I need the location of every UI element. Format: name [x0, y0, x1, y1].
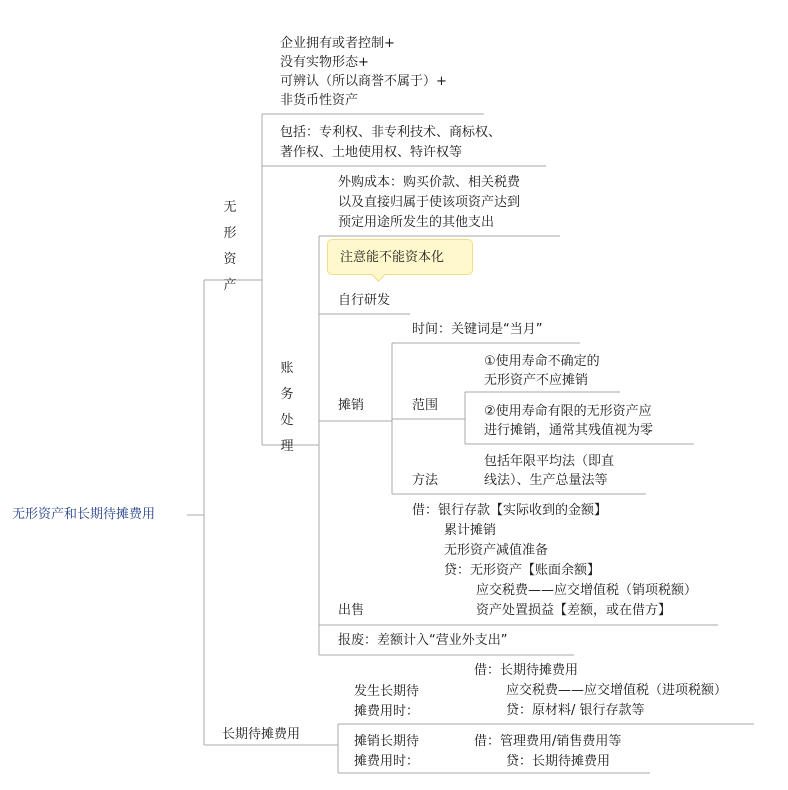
definition-line-4: 非货币性资产 [280, 93, 359, 108]
scope-1-line-1: ①使用寿命不确定的 [484, 354, 600, 369]
definition-line-3: 可辨认（所以商誉不属于）+ [280, 74, 447, 89]
amort-entry-2: 贷：长期待摊费用 [506, 754, 611, 769]
scope-1-line-2: 无形资产不应摊销 [484, 373, 589, 388]
sale-entry-2: 累计摊销 [444, 523, 497, 538]
sale-entry-6: 资产处置损益【差额，或在借方】 [476, 603, 672, 618]
includes-line-1: 包括：专利权、非专利技术、商标权、 [280, 125, 502, 140]
sale-entry-4: 贷：无形资产【账面余额】 [444, 563, 601, 578]
prepaid-expenses-node[interactable]: 长期待摊费用 [222, 727, 301, 742]
capitalization-note [327, 239, 473, 275]
occur-entry-1: 借：长期待摊费用 [474, 663, 579, 678]
purchase-cost-line-3: 预定用途所发生的其他支出 [338, 215, 495, 230]
accounting-node[interactable]: 账务处理 [280, 361, 294, 454]
amort-label-line-1: 摊销长期待 [354, 734, 420, 749]
scrap-node[interactable]: 报废：差额计入“营业外支出” [338, 633, 508, 648]
purchase-cost-line-1: 外购成本：购买价款、相关税费 [338, 175, 521, 190]
sale-node[interactable]: 出售 [338, 603, 365, 618]
method-node[interactable]: 方法 [412, 473, 439, 488]
purchase-cost-line-2: 以及直接归属于使该项资产达到 [338, 195, 521, 210]
amortization-time: 时间：关键词是“当月” [412, 322, 543, 337]
amortization-node[interactable]: 摊销 [338, 398, 365, 413]
root-node[interactable]: 无形资产和长期待摊费用 [12, 507, 156, 522]
scope-2-line-2: 进行摊销，通常其残值视为零 [484, 423, 654, 438]
capitalization-note-text: 注意能不能资本化 [340, 250, 445, 265]
method-line-2: 线法）、生产总量法等 [484, 473, 608, 488]
self-development-node[interactable]: 自行研发 [338, 293, 391, 308]
occur-entry-2: 应交税费——应交增值税（进项税额） [506, 683, 728, 698]
scope-2-line-1: ②使用寿命有限的无形资产应 [484, 404, 652, 419]
definition-line-2: 没有实物形态+ [280, 55, 369, 70]
amort-label-line-2: 摊费用时： [354, 754, 420, 769]
intangible-assets-node[interactable]: 无形资产 [223, 200, 237, 293]
scope-node[interactable]: 范围 [412, 398, 439, 413]
definition-line-1: 企业拥有或者控制+ [280, 36, 395, 51]
occur-label-line-1: 发生长期待 [354, 684, 420, 699]
method-line-1: 包括年限平均法（即直 [484, 454, 615, 469]
includes-line-2: 著作权、土地使用权、特许权等 [280, 145, 463, 160]
sale-entry-1: 借：银行存款【实际收到的金额】 [412, 503, 608, 518]
amort-entry-1: 借：管理费用/销售费用等 [474, 734, 622, 749]
sale-entry-5: 应交税费——应交增值税（销项税额） [476, 583, 698, 598]
occur-entry-3: 贷：原材料/ 银行存款等 [506, 703, 645, 718]
sale-entry-3: 无形资产减值准备 [444, 543, 549, 558]
occur-label-line-2: 摊费用时： [354, 704, 420, 719]
